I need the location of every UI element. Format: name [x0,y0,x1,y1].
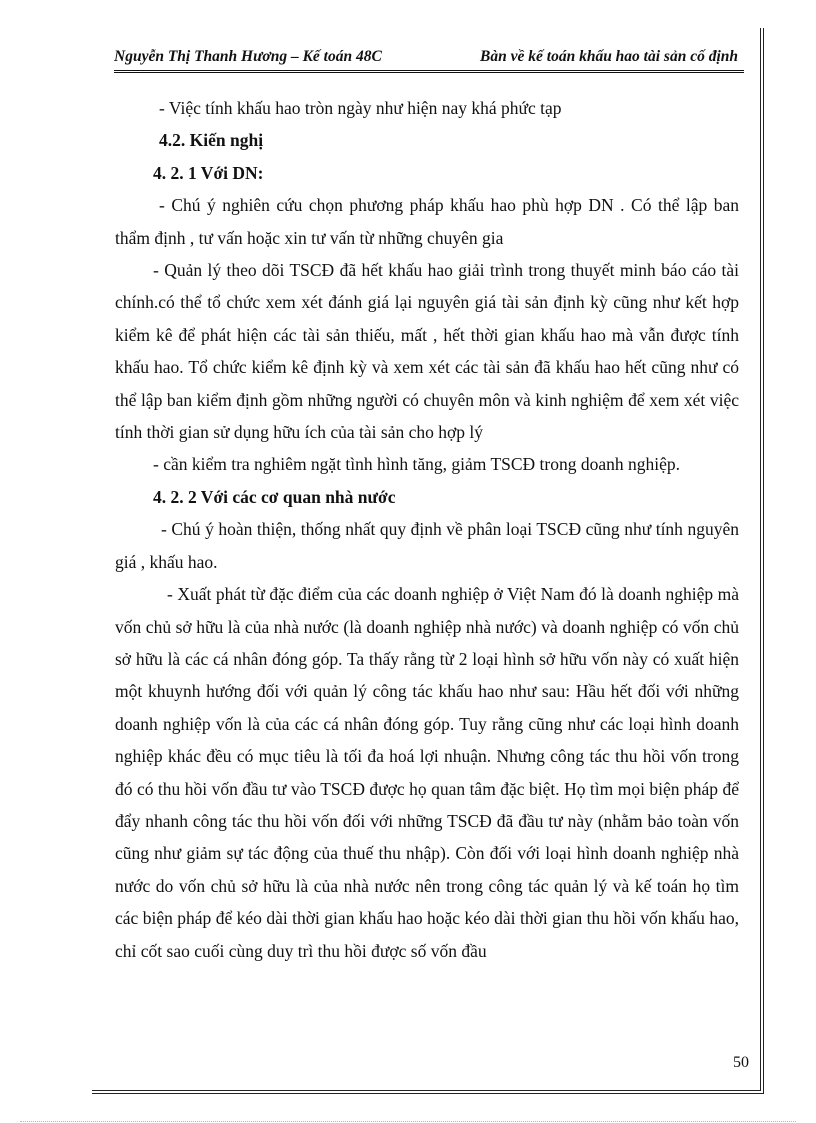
paragraph-unify-regulations: - Chú ý hoàn thiện, thống nhất quy định về phân loại TSCĐ cũng như tính nguyên giá , khấu hao. [115,519,739,572]
bottom-dotted-rule [20,1121,796,1122]
paragraph-choose-method: - Chú ý nghiên cứu chọn phương pháp khấu hao phù hợp DN . Có thể lập ban thẩm định , tư vấn hoặc xin tư vấn từ những chuyên gia [115,195,739,248]
paragraph-enterprise-types: - Xuất phát từ đặc điểm của các doanh nghiệp ở Việt Nam đó là doanh nghiệp mà vốn chủ sở hữu là của nhà nước (là doanh nghiệp nhà nước) và doanh nghiệp có vốn chủ sở hữu là các cá nhân đóng góp. Ta thấy rằng từ 2 loại hình sở hữu vốn này có xuất hiện một khuynh hướng đối với quản lý công tác khấu hao như sau: Hầu hết đối với những doanh nghiệp vốn là của các cá nhân đóng góp. Tuy rằng cũng như các loại hình doanh nghiệp khác đều có mục tiêu là tối đa hoá lợi nhuận. Nhưng công tác thu hồi vốn trong đó có thu hồi vốn đầu tư vào TSCĐ được họ quan tâm đặc biệt. Họ tìm mọi biện pháp để đẩy nhanh công tác thu hồi vốn đối với những TSCĐ đã đầu tư này (nhằm bảo toàn vốn cũng như giảm sự tác động của thuế thu nhập). Còn đối với loại hình doanh nghiệp nhà nước do vốn chủ sở hữu là của nhà nước nên trong công tác quản lý và kế toán họ tìm các biện pháp để kéo dài thời gian khấu hao hoặc kéo dài thời gian thu hồi vốn khấu hao, chỉ cốt sao cuối cùng duy trì thu hồi được số vốn đầu [115,584,739,961]
header-title: Bàn về kế toán khấu hao tài sản cố định [480,48,738,65]
heading-recommendations: 4.2. Kiến nghị [159,130,264,151]
page-number: 50 [733,1054,749,1071]
paragraph-manage-assets: - Quản lý theo dõi TSCĐ đã hết khấu hao giải trình trong thuyết minh báo cáo tài chính.có thể tổ chức xem xét đánh giá lại nguyên giá tài sản định kỳ cũng như kết hợp kiểm kê để phát hiện các tài sản thiếu, mất , hết thời gian khấu hao mà vẫn được tính khấu hao. Tổ chức kiểm kê định kỳ và xem xét các tài sản đã khấu hao hết cũng như có thể lập ban kiểm định gồm những người có chuyên môn và kinh nghiệm để xem xét việc tính thời gian sử dụng hữu ích của tài sản cho hợp lý [115,260,739,443]
heading-for-state-agencies: 4. 2. 2 Với các cơ quan nhà nước [153,486,396,507]
paragraph-rounding-days: - Việc tính khấu hao tròn ngày như hiện nay khá phức tạp [159,98,562,118]
header-author: Nguyễn Thị Thanh Hương – Kế toán 48C [114,48,382,65]
header-rule [114,70,744,73]
document-body [115,92,739,967]
running-header [114,48,744,70]
heading-for-enterprises: 4. 2. 1 Với DN: [153,162,264,183]
paragraph-strict-inspection: - cần kiểm tra nghiêm ngặt tình hình tăng, giảm TSCĐ trong doanh nghiệp. [153,454,681,475]
